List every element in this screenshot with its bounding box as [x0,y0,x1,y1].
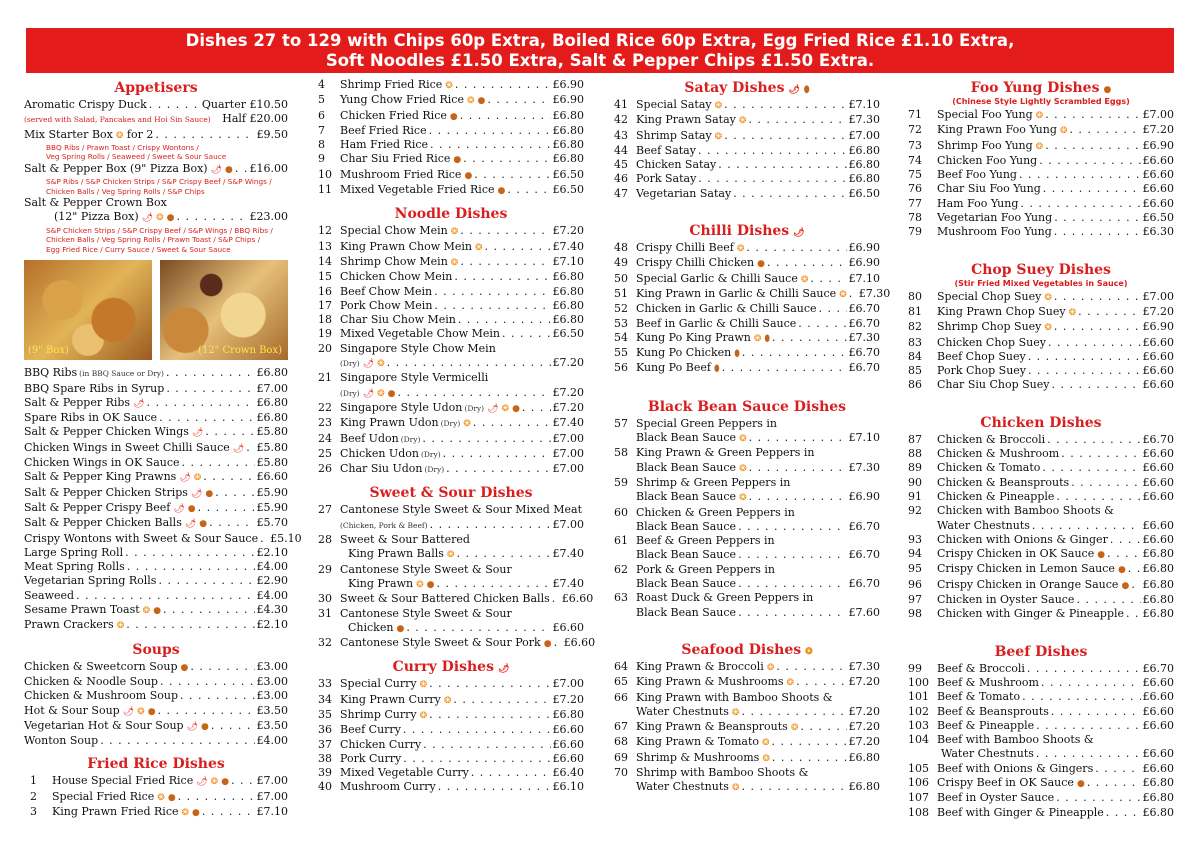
shrimp-icon: ❂ [463,419,471,430]
shrimp-icon: ❂ [419,710,428,721]
shrimp-icon: ❂ [1035,141,1044,152]
menu-item: Chicken Wings in OK Sauce . . . £5.80 [24,456,288,470]
menu-item: 25 Chicken Udon (Dry) . . . £7.00 [318,447,584,462]
nut-icon: ● [426,579,435,590]
nut-icon: ● [449,111,458,122]
menu-item: 94 Crispy Chicken in OK Sauce ● . . . £6.80 [908,547,1174,562]
menu-item: 62 Pork & Green Peppers in [614,562,775,576]
menu-item: 41 Special Satay ❂ . . . £7.10 [614,98,880,113]
shrimp-icon: ❂ [790,723,799,734]
chilli-icon: 🌶 [141,213,154,224]
shrimp-icon: ❂ [137,706,145,717]
menu-item: 81 King Prawn Chop Suey ❂ . . . £7.20 [908,305,1174,320]
black-bean-title: Black Bean Sauce Dishes [647,398,847,415]
menu-item: 11 Mixed Vegetable Fried Rice ● . . . £6.50 [318,183,584,198]
menu-item: 18 Char Siu Chow Mein . . . £6.80 [318,313,584,327]
banner-line-2: Soft Noodles £1.50 Extra, Salt & Pepper Chips £1.50 Extra. [325,51,875,70]
shrimp-icon: ❂ [377,359,385,370]
menu-item-crown-box: Salt & Pepper Crown Box [24,196,167,210]
shrimp-icon: ❂ [839,289,847,300]
menu-item-cont: Black Bean Sauce . . . £7.60 [614,606,880,620]
menu-item: BBQ Spare Ribs in Syrup . . . £7.00 [24,382,288,396]
menu-item: 65 King Prawn & Mushrooms ❂ . . . £7.20 [614,675,880,690]
chilli-icon: 🌶 [186,721,199,732]
appetisers-title: Appetisers [114,80,198,96]
menu-item: 108 Beef with Ginger & Pineapple . . . £6.80 [908,806,1174,820]
nut-icon: ● [497,186,506,197]
menu-item: Salt & Pepper Ribs 🌶 . . . £6.80 [24,396,288,411]
menu-item: Chicken & Sweetcorn Soup ● . . . £3.00 [24,660,288,675]
chilli-icon: 🌶 [497,664,510,675]
menu-item: 104 Beef with Bamboo Shoots & [908,733,1094,747]
menu-item: 64 King Prawn & Broccoli ❂ . . . £7.30 [614,660,880,675]
menu-item: 33 Special Curry ❂ . . . £7.00 [318,677,584,692]
menu-item-cont: (Chicken, Pork & Beef) . . . £7.00 [318,518,584,533]
menu-item: 15 Chicken Chow Mein . . . £6.80 [318,270,584,284]
nut-icon: ● [187,503,196,514]
shrimp-icon: ❂ [1044,323,1052,334]
shrimp-icon: ❂ [466,96,475,107]
chicken-title: Chicken Dishes [980,414,1102,431]
shrimp-icon: ❂ [738,116,747,127]
shrimp-icon: ❂ [416,579,424,590]
nut-icon: ⬮ [713,364,720,375]
nut-icon: ● [225,164,233,175]
menu-column-1 [24,78,302,820]
sp-box-desc-1: S&P Ribs / S&P Chicken Strips / S&P Crispy Beef / S&P Wings / [46,177,272,187]
nut-icon: ⬮ [803,85,810,95]
nut-icon: ● [396,623,405,634]
menu-item: 48 Crispy Chilli Beef ❂ . . . £6.90 [614,241,880,256]
menu-item-cont: Chicken ● . . . £6.60 [318,621,584,636]
menu-item: 93 Chicken with Onions & Ginger . . . £6.60 [908,533,1174,547]
nut-icon: ● [199,519,208,530]
sweet-sour-title: Sweet & Sour Dishes [369,485,533,502]
menu-item: 92 Chicken with Bamboo Shoots & [908,504,1114,518]
menu-item: 79 Mushroom Foo Yung . . . £6.30 [908,225,1174,239]
menu-item-crown-box-size: (12" Pizza Box) 🌶 ❂ ● . . . £23.00 [24,210,288,225]
nut-icon: ● [166,213,175,224]
menu-item-cont: Black Bean Sauce ❂ . . . £6.90 [614,490,880,505]
menu-item: 23 King Prawn Udon (Dry) ❂ . . . £7.40 [318,416,584,431]
menu-item: 36 Beef Curry . . . £6.60 [318,723,584,737]
menu-item: Salt & Pepper Chicken Balls 🌶 ● . . . £5.70 [24,516,288,531]
menu-item: 95 Crispy Chicken in Lemon Sauce ● . . . £6.80 [908,562,1174,577]
menu-item: 96 Crispy Chicken in Orange Sauce ● . . . £6.80 [908,578,1174,593]
menu-column-4 [908,78,1174,820]
menu-item: Salt & Pepper King Prawns 🌶 ❂ . . . £6.60 [24,470,288,485]
beef-title: Beef Dishes [994,643,1088,660]
shrimp-icon: ❂ [1068,307,1077,318]
nut-icon: ● [1076,778,1085,789]
menu-item: 101 Beef & Tomato . . . £6.60 [908,690,1174,704]
menu-item: 67 King Prawn & Beansprouts ❂ . . . £7.20 [614,720,880,735]
nut-icon: ⬮ [734,349,740,360]
shrimp-icon: ❂ [714,101,723,111]
chilli-icon: 🌶 [133,398,145,409]
nut-icon: ● [205,488,214,499]
menu-item: 30 Sweet & Sour Battered Chicken Balls . . . £6.60 [318,592,584,606]
nut-icon: ● [1117,565,1126,576]
menu-item: 87 Chicken & Broccoli . . . £6.70 [908,433,1174,447]
menu-item-sp-box: Salt & Pepper Box (9" Pizza Box) 🌶 ● . . . £16.00 [24,162,288,177]
menu-item: 75 Beef Foo Yung . . . £6.60 [908,168,1174,182]
menu-item: 29 Cantonese Style Sweet & Sour [318,562,512,576]
chilli-icon: 🌶 [191,428,204,439]
menu-item: 13 King Prawn Chow Mein ❂ . . . £7.40 [318,240,584,255]
chilli-icon: 🌶 [184,519,197,530]
menu-item: Meat Spring Rolls . . . £4.00 [24,560,288,574]
menu-item: Chicken & Mushroom Soup . . . £3.00 [24,689,288,703]
menu-item: Prawn Crackers ❂ . . . £2.10 [24,618,288,633]
seafood-title: Seafood Dishes ❂ [614,640,880,660]
chilli-title: Chilli Dishes 🌶 [614,221,880,241]
menu-item: 28 Sweet & Sour Battered [318,533,470,547]
menu-item: Vegetarian Hot & Sour Soup 🌶 ● . . . £3.50 [24,719,288,734]
menu-item: 22 Singapore Style Udon (Dry) 🌶 ❂ ● . . . £7.20 [318,401,584,416]
extras-banner [26,28,1174,73]
menu-item-cont: King Prawn ❂ ● . . . £7.40 [318,577,584,592]
shrimp-icon: ❂ [731,783,740,794]
nut-icon: ● [543,639,552,650]
menu-item: 74 Chicken Foo Yung . . . £6.60 [908,154,1174,168]
shrimp-icon: ❂ [805,646,813,657]
menu-item: 37 Chicken Curry . . . £6.60 [318,738,584,752]
menu-item: 103 Beef & Pineapple . . . £6.60 [908,719,1174,733]
shrimp-icon: ❂ [762,753,770,764]
nut-icon: ● [221,777,230,788]
menu-item: 90 Chicken & Beansprouts . . . £6.60 [908,476,1174,490]
chilli-icon: 🌶 [793,228,805,239]
menu-item: 1 House Special Fried Rice 🌶 ❂ ● . . . £7.00 [24,774,288,789]
menu-item: 80 Special Chop Suey ❂ . . . £7.00 [908,290,1174,305]
nut-icon: ● [464,170,473,181]
menu-item: 100 Beef & Mushroom . . . £6.60 [908,676,1174,690]
crown-box-desc-2: Chicken Balls / Veg Spring Rolls / Prawn Toast / S&P Chips / [46,235,261,245]
menu-item: Chicken & Noodle Soup . . . £3.00 [24,675,288,689]
menu-item: 3 King Prawn Fried Rice ❂ ● . . . £7.10 [24,805,288,820]
shrimp-icon: ❂ [193,473,202,484]
shrimp-icon: ❂ [116,621,125,632]
menu-item: Sesame Prawn Toast ❂ ● . . . £4.30 [24,603,288,618]
menu-item: 21 Singapore Style Vermicelli [318,371,489,385]
menu-item: 46 Pork Satay . . . £6.80 [614,172,880,186]
menu-item: 99 Beef & Broccoli . . . £6.70 [908,662,1174,676]
menu-item: 4 Shrimp Fried Rice ❂ . . . £6.90 [318,78,584,93]
menu-item-cont: (Dry) 🌶 ❂ . . . £7.20 [318,356,584,371]
menu-item: 91 Chicken & Pineapple . . . £6.60 [908,490,1174,504]
menu-item: 47 Vegetarian Satay . . . £6.50 [614,187,880,201]
menu-item: 2 Special Fried Rice ❂ ● . . . £7.00 [24,790,288,805]
menu-item: 88 Chicken & Mushroom . . . £6.60 [908,447,1174,461]
sp-box-photo: (9" Box) [24,260,152,360]
shrimp-icon: ❂ [377,388,385,399]
menu-item: Crispy Wontons with Sweet & Sour Sauce . . . £5.10 [24,532,288,546]
menu-item: 39 Mixed Vegetable Curry . . . £6.40 [318,766,584,780]
menu-item-cont: Water Chestnuts . . . £6.60 [908,519,1174,533]
menu-item: 16 Beef Chow Mein . . . £6.80 [318,285,584,299]
menu-item: 54 Kung Po King Prawn ❂ ⬮ . . . £7.30 [614,331,880,346]
menu-item: 49 Crispy Chilli Chicken ● . . . £6.90 [614,256,880,271]
menu-item: 45 Chicken Satay . . . £6.80 [614,158,880,172]
chilli-icon: 🌶 [179,473,191,484]
chilli-icon: 🌶 [232,443,245,454]
chilli-icon: 🌶 [487,403,499,414]
shrimp-icon: ❂ [786,678,795,689]
shrimp-icon: ❂ [156,213,164,224]
chilli-icon: 🌶 [196,777,208,788]
menu-item-cont: Black Bean Sauce ❂ . . . £7.30 [614,461,880,476]
chop-suey-subtitle: (Stir Fried Mixed Vegetables in Sauce) [954,278,1128,288]
menu-item: 53 Beef in Garlic & Chilli Sauce . . . £6.70 [614,317,880,331]
menu-item: 63 Roast Duck & Green Peppers in [614,591,814,605]
nut-icon: ● [201,721,209,732]
menu-item: 55 Kung Po Chicken ⬮ . . . £6.70 [614,346,880,361]
nut-icon: ● [512,403,520,414]
menu-item: 6 Chicken Fried Rice ● . . . £6.80 [318,109,584,124]
menu-item: 60 Chicken & Green Peppers in [614,505,795,519]
shrimp-icon: ❂ [157,792,165,803]
menu-item: 57 Special Green Peppers in [614,416,777,430]
mix-starter-desc-2: Veg Spring Rolls / Seaweed / Sweet & Sour Sauce [46,152,227,162]
menu-item: 24 Beef Udon (Dry) . . . £7.00 [318,432,584,447]
menu-item: 51 King Prawn in Garlic & Chilli Sauce ❂ . . . £7.30 [614,287,880,302]
mix-starter-desc-1: BBQ Ribs / Prawn Toast / Crispy Wontons / [46,142,199,152]
shrimp-icon: ❂ [443,695,452,706]
shrimp-icon: ❂ [474,242,483,253]
menu-item: 107 Beef in Oyster Sauce . . . £6.80 [908,791,1174,805]
nut-icon: ● [453,155,462,166]
nut-icon: ● [147,706,156,717]
foo-yung-subtitle: (Chinese Style Lightly Scrambled Eggs) [952,97,1130,106]
menu-item: 102 Beef & Beansprouts . . . £6.60 [908,705,1174,719]
menu-item: 40 Mushroom Curry . . . £6.10 [318,780,584,794]
chilli-icon: 🌶 [190,488,203,499]
menu-item: 84 Beef Chop Suey . . . £6.60 [908,350,1174,364]
menu-item: 86 Char Siu Chop Suey . . . £6.60 [908,378,1174,392]
menu-item: Salt & Pepper Chicken Wings 🌶 . . . £5.80 [24,425,288,440]
menu-column-3 [614,78,891,796]
nut-icon: ● [477,96,486,107]
nut-icon: ● [1103,85,1112,95]
shrimp-icon: ❂ [210,777,219,788]
menu-item: 77 Ham Foo Yung . . . £6.60 [908,197,1174,211]
menu-item: 73 Shrimp Foo Yung ❂ . . . £6.90 [908,139,1174,154]
shrimp-icon: ❂ [445,81,453,91]
menu-item: 7 Beef Fried Rice . . . £6.80 [318,124,584,138]
menu-item: Salt & Pepper Chicken Strips 🌶 ● . . . £5.90 [24,486,288,501]
menu-item: Wonton Soup . . . £4.00 [24,734,288,748]
chilli-icon: 🌶 [210,164,223,175]
nut-icon: ● [192,808,200,818]
menu-item: 59 Shrimp & Green Peppers in [614,475,791,489]
chilli-icon: 🌶 [362,359,375,370]
box-photos [24,260,288,360]
shrimp-icon: ❂ [1035,111,1044,121]
shrimp-icon: ❂ [736,244,745,255]
shrimp-icon: ❂ [142,606,151,617]
menu-item: 14 Shrimp Chow Mein ❂ . . . £7.10 [318,255,584,270]
menu-item: 34 King Prawn Curry ❂ . . . £7.20 [318,693,584,708]
shrimp-icon: ❂ [739,493,747,504]
menu-item: 12 Special Chow Mein ❂ . . . £7.20 [318,224,584,239]
menu-item: 35 Shrimp Curry ❂ . . . £6.80 [318,708,584,723]
menu-item: 42 King Prawn Satay ❂ . . . £7.30 [614,113,880,128]
shrimp-icon: ❂ [739,463,747,474]
menu-column-2 [318,78,596,795]
menu-item: 61 Beef & Green Peppers in [614,534,775,548]
menu-item-cont: Water Chestnuts ❂ . . . £6.80 [614,780,880,795]
crown-box-desc-3: Egg Fried Rice / Curry Sauce / Sweet & Sour Sauce [46,244,231,254]
menu-item: 70 Shrimp with Bamboo Shoots & [614,765,809,779]
nut-icon: ● [1121,580,1130,591]
chop-suey-title: Chop Suey Dishes [971,261,1111,278]
shrimp-icon: ❂ [115,130,124,141]
menu-item: 50 Special Garlic & Chilli Sauce ❂ . . . £7.10 [614,272,880,287]
menu-item: 17 Pork Chow Mein . . . £6.80 [318,299,584,313]
shrimp-icon: ❂ [1044,292,1052,303]
soups-title: Soups [132,641,180,658]
menu-item: 76 Char Siu Foo Yung . . . £6.60 [908,182,1174,196]
menu-item: Large Spring Roll . . . £2.10 [24,546,288,560]
crown-box-photo: (12" Crown Box) [160,260,288,360]
fried-rice-title: Fried Rice Dishes [87,756,225,773]
menu-item-cont: Black Bean Sauce . . . £6.70 [614,577,880,591]
menu-item: 5 Yung Chow Fried Rice ❂ ● . . . £6.90 [318,93,584,108]
shrimp-icon: ❂ [766,662,775,673]
menu-item-aromatic-duck: Aromatic Crispy Duck . . . Quarter £10.50 [24,98,288,112]
menu-item-cont: (Dry) 🌶 ❂ ● . . . £7.20 [318,386,584,401]
menu-item-aromatic-duck-half: (served with Salad, Pancakes and Hoi Sin Sauce) Half £20.00 [24,112,288,126]
menu-item-mix-starter: Mix Starter Box ❂ for 2 . . . £9.50 [24,128,288,143]
shrimp-icon: ❂ [800,274,809,285]
menu-item: 97 Chicken in Oyster Sauce . . . £6.80 [908,593,1174,607]
menu-item: BBQ Ribs (in BBQ Sauce or Dry) . . . £6.80 [24,366,288,381]
sp-box-desc-2: Chicken Balls / Veg Spring Rolls / S&P Chips [46,186,205,196]
menu-item: 27 Cantonese Style Sweet & Sour Mixed Meat [318,503,582,517]
menu-item-cont: Black Bean Sauce . . . £6.70 [614,520,880,534]
menu-item: 32 Cantonese Style Sweet & Sour Pork ● . . . £6.60 [318,636,584,651]
banner-line-1: Dishes 27 to 129 with Chips 60p Extra, Boiled Rice 60p Extra, Egg Fried Rice £1.10 Extra, [185,31,1015,50]
nut-icon: ● [1097,550,1106,561]
chilli-icon: 🌶 [788,85,800,95]
menu-item: Hot & Sour Soup 🌶 ❂ ● . . . £3.50 [24,704,288,719]
shrimp-icon: ❂ [753,333,762,344]
menu-item: 89 Chicken & Tomato . . . £6.60 [908,461,1174,475]
chilli-icon: 🌶 [173,503,185,514]
menu-item: 105 Beef with Onions & Gingers . . . £6.60 [908,762,1174,776]
menu-item: 10 Mushroom Fried Rice ● . . . £6.50 [318,168,584,183]
shrimp-icon: ❂ [1059,126,1068,137]
menu-item: 106 Crispy Beef in OK Sauce ● . . . £6.80 [908,776,1174,791]
menu-item: 20 Singapore Style Chow Mein [318,341,496,355]
shrimp-icon: ❂ [450,227,459,238]
menu-item-cont: Black Bean Sauce . . . £6.70 [614,548,880,562]
nut-icon: ● [153,606,162,617]
shrimp-icon: ❂ [446,550,455,561]
satay-title: Satay Dishes 🌶 ⬮ [614,78,880,98]
nut-icon: ● [387,388,396,399]
shrimp-icon: ❂ [714,131,723,142]
menu-item: 8 Ham Fried Rice . . . £6.80 [318,138,584,152]
menu-item-cont: Water Chestnuts . . . £6.60 [908,747,1174,761]
curry-title: Curry Dishes 🌶 [318,657,584,677]
menu-item: 52 Chicken in Garlic & Chilli Sauce . . . £6.70 [614,302,880,316]
menu-item: 78 Vegetarian Foo Yung . . . £6.50 [908,211,1174,225]
crown-box-desc-1: S&P Chicken Strips / S&P Crispy Beef / S&P Wings / BBQ Ribs / [46,225,273,235]
nut-icon: ● [167,792,176,803]
menu-item: Salt & Pepper Crispy Beef 🌶 ● . . . £5.90 [24,501,288,516]
chilli-icon: 🌶 [362,388,375,399]
shrimp-icon: ❂ [419,680,428,691]
menu-item: 83 Chicken Chop Suey . . . £6.60 [908,336,1174,350]
menu-item: Spare Ribs in OK Sauce . . . £6.80 [24,411,288,425]
nut-icon: ⬮ [764,333,771,344]
nut-icon: ● [180,662,189,673]
menu-item: 56 Kung Po Beef ⬮ . . . £6.70 [614,361,880,376]
shrimp-icon: ❂ [450,257,459,268]
foo-yung-title: Foo Yung Dishes ● [908,78,1174,98]
menu-item: 9 Char Siu Fried Rice ● . . . £6.80 [318,152,584,167]
nut-icon: ● [757,259,765,270]
menu-item: Seaweed . . . £4.00 [24,589,288,603]
menu-item-cont: King Prawn Balls ❂ . . . £7.40 [318,547,584,562]
menu-item: 31 Cantonese Style Sweet & Sour [318,606,512,620]
shrimp-icon: ❂ [731,707,740,718]
menu-item: Chicken Wings in Sweet Chilli Sauce 🌶 . . . £5.80 [24,441,288,456]
menu-item: 85 Pork Chop Suey . . . £6.60 [908,364,1174,378]
menu-item: 68 King Prawn & Tomato ❂ . . . £7.20 [614,735,880,750]
menu-item: 66 King Prawn with Bamboo Shoots & [614,690,833,704]
shrimp-icon: ❂ [739,434,747,445]
shrimp-icon: ❂ [501,403,510,414]
menu-item: 82 Shrimp Chop Suey ❂ . . . £6.90 [908,320,1174,335]
shrimp-icon: ❂ [181,808,190,818]
menu-item: 38 Pork Curry . . . £6.60 [318,752,584,766]
menu-item-cont: Water Chestnuts ❂ . . . £7.20 [614,705,880,720]
menu-item: Vegetarian Spring Rolls . . . £2.90 [24,574,288,588]
menu-item: 43 Shrimp Satay ❂ . . . £7.00 [614,129,880,144]
menu-item: 98 Chicken with Ginger & Pineapple . . . £6.80 [908,607,1174,621]
noodle-title: Noodle Dishes [394,206,508,223]
menu-item: 19 Mixed Vegetable Chow Mein . . . £6.50 [318,327,584,341]
menu-item: 44 Beef Satay . . . £6.80 [614,144,880,158]
menu-item: 58 King Prawn & Green Peppers in [614,446,815,460]
chilli-icon: 🌶 [122,706,135,717]
menu-item: 69 Shrimp & Mushrooms ❂ . . . £6.80 [614,751,880,766]
menu-item-cont: Black Bean Sauce ❂ . . . £7.10 [614,431,880,446]
menu-item: 26 Char Siu Udon (Dry) . . . £7.00 [318,462,584,477]
shrimp-icon: ❂ [762,738,770,749]
menu-item: 71 Special Foo Yung ❂ . . . £7.00 [908,108,1174,123]
menu-item: 72 King Prawn Foo Yung ❂ . . . £7.20 [908,123,1174,138]
